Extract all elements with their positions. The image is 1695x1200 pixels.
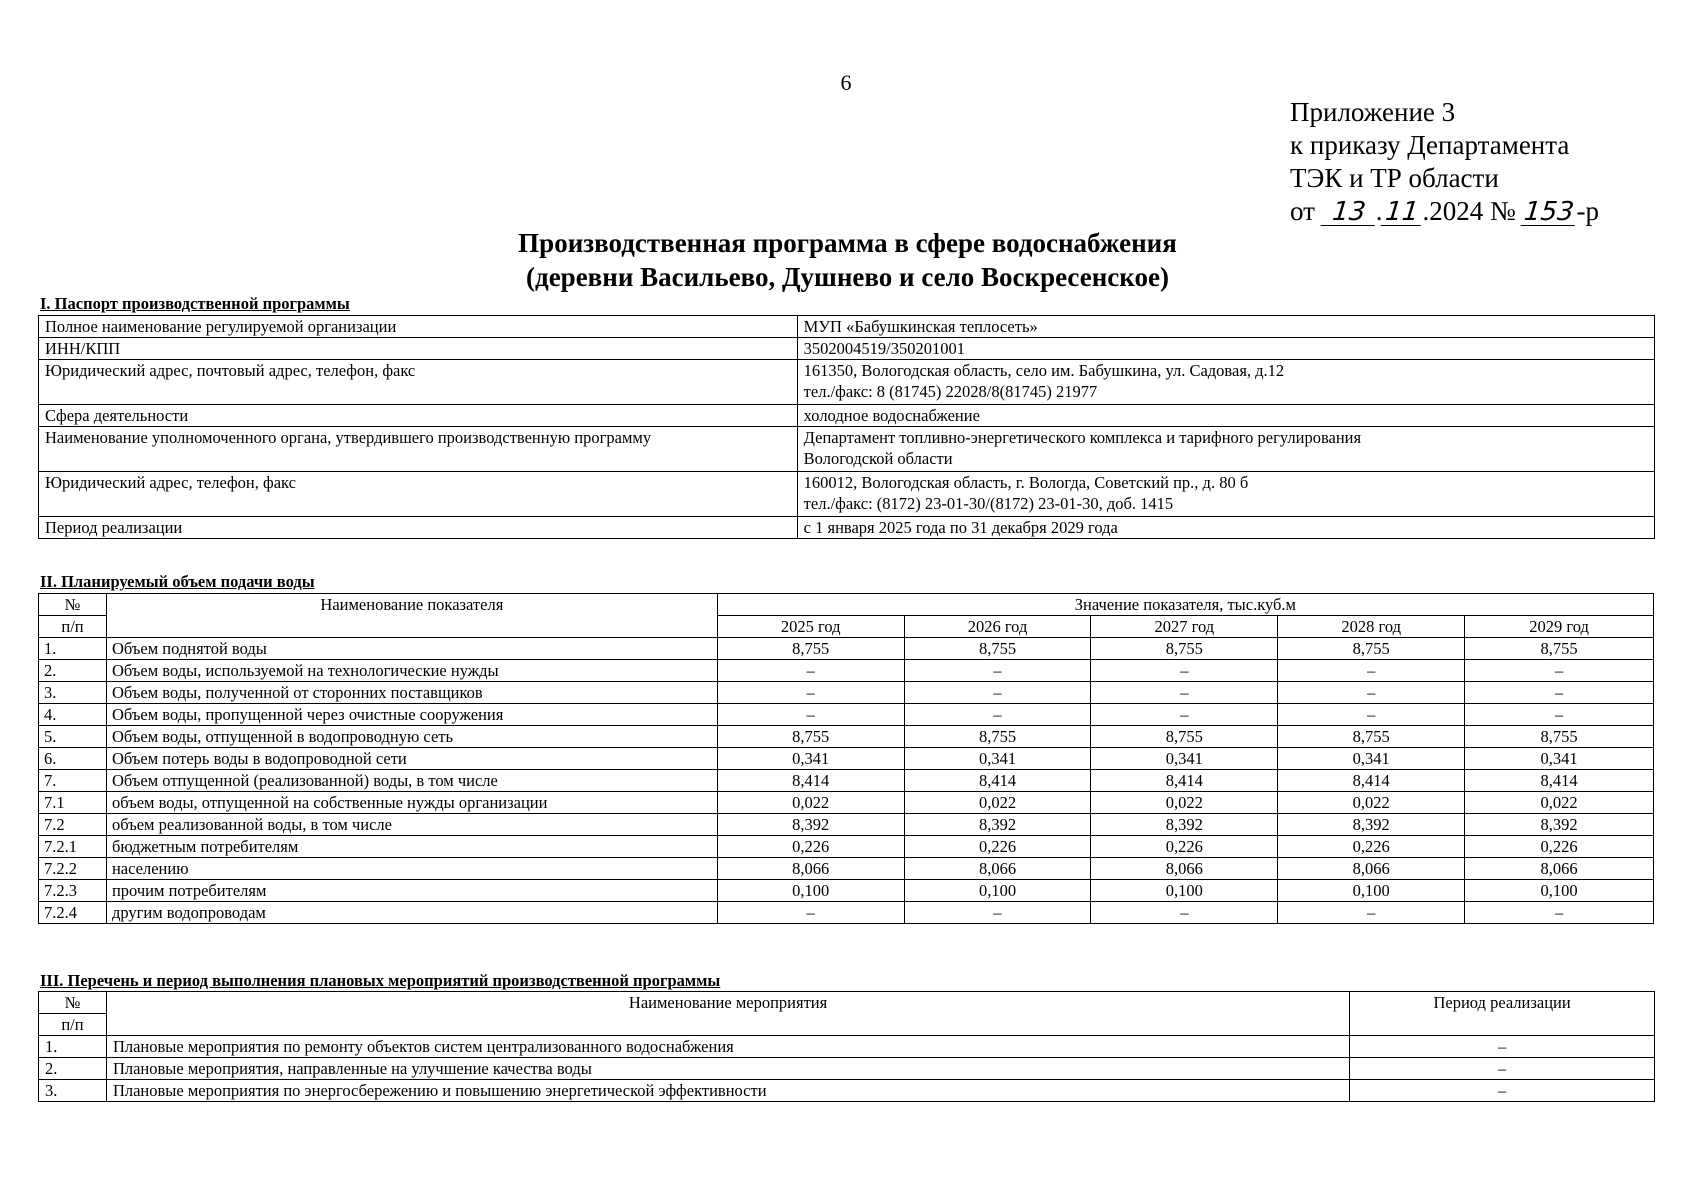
indicator-value: 0,341	[1278, 748, 1465, 770]
indicator-name: Объем воды, пропущенной через очистные сооружения	[106, 704, 717, 726]
measure-name: Плановые мероприятия по ремонту объектов систем централизованного водоснабжения	[106, 1036, 1349, 1058]
measure-name: Плановые мероприятия по энергосбережению и повышению энергетической эффективности	[106, 1080, 1349, 1102]
indicator-value: 0,341	[1465, 748, 1654, 770]
indicator-value: 8,755	[1091, 726, 1278, 748]
indicator-value: 0,022	[904, 792, 1091, 814]
passport-value-line: 160012, Вологодская область, г. Вологда, Советский пр., д. 80 б	[803, 473, 1249, 492]
indicator-value: –	[1278, 660, 1465, 682]
indicator-value: –	[717, 682, 904, 704]
indicator-value: –	[1278, 902, 1465, 924]
indicator-name: объем воды, отпущенной на собственные нужды организации	[106, 792, 717, 814]
indicator-value: 0,022	[1091, 792, 1278, 814]
indicator-value: 0,022	[717, 792, 904, 814]
measures-table	[38, 991, 1655, 1102]
table-row	[39, 726, 1654, 748]
indicator-value: –	[1091, 682, 1278, 704]
indicator-value: –	[717, 902, 904, 924]
indicator-value: 8,066	[1465, 858, 1654, 880]
indicator-value: 0,100	[1465, 880, 1654, 902]
indicator-value: –	[1465, 660, 1654, 682]
indicator-value: 0,100	[1278, 880, 1465, 902]
title-line-2: (деревни Васильево, Душнево и село Воскресенское)	[526, 262, 1169, 292]
indicator-value: 8,392	[1278, 814, 1465, 836]
table-row	[39, 1080, 1655, 1102]
row-number: 2.	[39, 1058, 107, 1080]
indicator-value: –	[717, 660, 904, 682]
passport-label: Сфера деятельности	[39, 405, 798, 427]
handwritten-day: 13	[1320, 199, 1377, 226]
indicator-name: Объем потерь воды в водопроводной сети	[106, 748, 717, 770]
passport-value	[797, 472, 1654, 517]
indicator-value: 8,755	[904, 638, 1091, 660]
indicator-value: 8,755	[1278, 638, 1465, 660]
document-title	[0, 226, 1695, 294]
appendix-block	[1290, 96, 1599, 228]
indicator-value: 8,755	[1278, 726, 1465, 748]
row-number: 5.	[39, 726, 107, 748]
table-row	[39, 682, 1654, 704]
indicator-value: –	[904, 682, 1091, 704]
row-number: 3.	[39, 1080, 107, 1102]
col-num-header: №	[39, 992, 107, 1014]
passport-value-line: МУП «Бабушкинская теплосеть»	[803, 317, 1038, 336]
appendix-line-1: Приложение 3	[1290, 97, 1456, 127]
col-num-header-2: п/п	[39, 616, 107, 638]
indicator-name: другим водопроводам	[106, 902, 717, 924]
indicator-value: 8,755	[1091, 638, 1278, 660]
col-year-header: 2027 год	[1091, 616, 1278, 638]
indicator-value: 0,341	[1091, 748, 1278, 770]
indicator-value: 0,226	[904, 836, 1091, 858]
col-name-header: Наименование показателя	[106, 594, 717, 638]
indicator-name: Объем поднятой воды	[106, 638, 717, 660]
row-number: 7.2.1	[39, 836, 107, 858]
row-number: 7.1	[39, 792, 107, 814]
indicator-value: –	[904, 704, 1091, 726]
table-row	[39, 814, 1654, 836]
passport-heading: I. Паспорт производственной программы	[40, 294, 350, 313]
row-number: 6.	[39, 748, 107, 770]
appendix-line-3: ТЭК и ТР области	[1290, 163, 1499, 193]
table-row	[39, 638, 1654, 660]
table-row	[39, 902, 1654, 924]
passport-value-line: 161350, Вологодская область, село им. Бабушкина, ул. Садовая, д.12	[803, 361, 1285, 380]
handwritten-month: 11	[1381, 199, 1424, 226]
indicator-value: 0,226	[717, 836, 904, 858]
indicator-name: прочим потребителям	[106, 880, 717, 902]
row-number: 7.2.2	[39, 858, 107, 880]
table-row	[39, 660, 1654, 682]
row-number: 7.	[39, 770, 107, 792]
indicator-value: –	[1091, 902, 1278, 924]
page-number: 6	[840, 70, 852, 95]
title-line-1: Производственная программа в сфере водоснабжения	[518, 228, 1177, 258]
table-row	[39, 880, 1654, 902]
table-row	[39, 704, 1654, 726]
indicator-value: –	[1278, 682, 1465, 704]
passport-label: Юридический адрес, телефон, факс	[39, 472, 798, 517]
indicator-value: 8,066	[1278, 858, 1465, 880]
passport-label: Наименование уполномоченного органа, утвердившего производственную программу	[39, 427, 798, 472]
indicator-value: 0,341	[904, 748, 1091, 770]
passport-label: Период реализации	[39, 517, 798, 539]
indicator-value: 8,755	[904, 726, 1091, 748]
col-year-header: 2025 год	[717, 616, 904, 638]
passport-value	[797, 316, 1654, 338]
passport-label: Полное наименование регулируемой организации	[39, 316, 798, 338]
indicator-value: 8,066	[717, 858, 904, 880]
col-num-header-2: п/п	[39, 1014, 107, 1036]
indicator-value: 0,226	[1091, 836, 1278, 858]
passport-label: ИНН/КПП	[39, 338, 798, 360]
date-prefix: от	[1290, 196, 1315, 226]
measures-heading: III. Перечень и период выполнения плановых мероприятий производственной программы	[40, 971, 721, 990]
passport-row	[39, 427, 1655, 472]
col-year-header: 2028 год	[1278, 616, 1465, 638]
indicator-name: Объем воды, полученной от сторонних поставщиков	[106, 682, 717, 704]
passport-value	[797, 405, 1654, 427]
passport-value	[797, 517, 1654, 539]
indicator-name: объем реализованной воды, в том числе	[106, 814, 717, 836]
indicator-value: –	[1465, 902, 1654, 924]
indicator-value: 8,066	[1091, 858, 1278, 880]
table-row	[39, 1058, 1655, 1080]
indicator-name: населению	[106, 858, 717, 880]
indicator-value: 0,226	[1278, 836, 1465, 858]
indicator-name: Объем отпущенной (реализованной) воды, в том числе	[106, 770, 717, 792]
table-row	[39, 748, 1654, 770]
measure-period: –	[1350, 1036, 1655, 1058]
indicator-value: 8,392	[904, 814, 1091, 836]
passport-value	[797, 338, 1654, 360]
passport-table	[38, 315, 1655, 539]
indicator-value: 8,755	[1465, 638, 1654, 660]
indicator-value: 8,755	[717, 638, 904, 660]
appendix-line-2: к приказу Департамента	[1290, 130, 1570, 160]
indicator-value: –	[1278, 704, 1465, 726]
indicator-value: 8,392	[717, 814, 904, 836]
indicator-value: 0,100	[717, 880, 904, 902]
passport-value	[797, 427, 1654, 472]
passport-row	[39, 405, 1655, 427]
passport-value-line: холодное водоснабжение	[803, 406, 980, 425]
indicator-value: 0,022	[1465, 792, 1654, 814]
indicator-value: 0,100	[904, 880, 1091, 902]
indicator-value: 0,100	[1091, 880, 1278, 902]
indicator-value: –	[1091, 660, 1278, 682]
indicator-value: 8,414	[717, 770, 904, 792]
indicator-value: –	[904, 660, 1091, 682]
passport-row	[39, 472, 1655, 517]
table-row	[39, 792, 1654, 814]
number-suffix: -р	[1576, 196, 1599, 226]
row-number: 2.	[39, 660, 107, 682]
table-row	[39, 1036, 1655, 1058]
passport-row	[39, 316, 1655, 338]
indicator-value: 8,066	[904, 858, 1091, 880]
indicator-value: 0,226	[1465, 836, 1654, 858]
row-number: 7.2.4	[39, 902, 107, 924]
col-num-header: №	[39, 594, 107, 616]
table-row	[39, 836, 1654, 858]
indicator-name: бюджетным потребителям	[106, 836, 717, 858]
volume-table	[38, 593, 1654, 924]
indicator-value: 8,392	[1465, 814, 1654, 836]
measure-period: –	[1350, 1080, 1655, 1102]
row-number: 7.2.3	[39, 880, 107, 902]
indicator-value: 8,414	[1091, 770, 1278, 792]
indicator-value: 8,414	[1465, 770, 1654, 792]
col-year-header: 2029 год	[1465, 616, 1654, 638]
row-number: 1.	[39, 1036, 107, 1058]
passport-value-line: 3502004519/350201001	[803, 339, 966, 358]
indicator-name: Объем воды, используемой на технологические нужды	[106, 660, 717, 682]
passport-value	[797, 360, 1654, 405]
passport-value-line: тел./факс: 8 (81745) 22028/8(81745) 21977	[803, 382, 1098, 401]
indicator-value: –	[1091, 704, 1278, 726]
indicator-value: 8,755	[1465, 726, 1654, 748]
table-row	[39, 770, 1654, 792]
row-number: 1.	[39, 638, 107, 660]
col-measure-name-header: Наименование мероприятия	[106, 992, 1349, 1036]
indicator-value: –	[1465, 704, 1654, 726]
indicator-value: 8,755	[717, 726, 904, 748]
col-year-header: 2026 год	[904, 616, 1091, 638]
passport-value-line: с 1 января 2025 года по 31 декабря 2029 года	[803, 518, 1118, 537]
indicator-value: 8,392	[1091, 814, 1278, 836]
indicator-value: –	[717, 704, 904, 726]
volume-heading: II. Планируемый объем подачи воды	[40, 572, 315, 591]
passport-row	[39, 360, 1655, 405]
indicator-value: 0,022	[1278, 792, 1465, 814]
measure-period: –	[1350, 1058, 1655, 1080]
passport-value-line: Вологодской области	[803, 449, 953, 468]
passport-value-line: Департамент топливно-энергетического комплекса и тарифного регулирования	[803, 428, 1362, 447]
table-row	[39, 858, 1654, 880]
passport-row	[39, 517, 1655, 539]
row-number: 4.	[39, 704, 107, 726]
indicator-value: 8,414	[904, 770, 1091, 792]
row-number: 7.2	[39, 814, 107, 836]
appendix-date-line: от 13 .11.2024 № 153-р	[1290, 196, 1599, 227]
handwritten-number: 153	[1521, 199, 1578, 226]
measure-name: Плановые мероприятия, направленные на улучшение качества воды	[106, 1058, 1349, 1080]
passport-value-line: тел./факс: (8172) 23-01-30/(8172) 23-01-30, доб. 1415	[803, 494, 1174, 513]
passport-label: Юридический адрес, почтовый адрес, телефон, факс	[39, 360, 798, 405]
col-value-group-header: Значение показателя, тыс.куб.м	[717, 594, 1653, 616]
passport-row	[39, 338, 1655, 360]
indicator-value: –	[1465, 682, 1654, 704]
indicator-value: 8,414	[1278, 770, 1465, 792]
row-number: 3.	[39, 682, 107, 704]
indicator-value: 0,341	[717, 748, 904, 770]
year-suffix: .2024 №	[1422, 196, 1516, 226]
indicator-name: Объем воды, отпущенной в водопроводную сеть	[106, 726, 717, 748]
indicator-value: –	[904, 902, 1091, 924]
col-period-header: Период реализации	[1350, 992, 1655, 1036]
